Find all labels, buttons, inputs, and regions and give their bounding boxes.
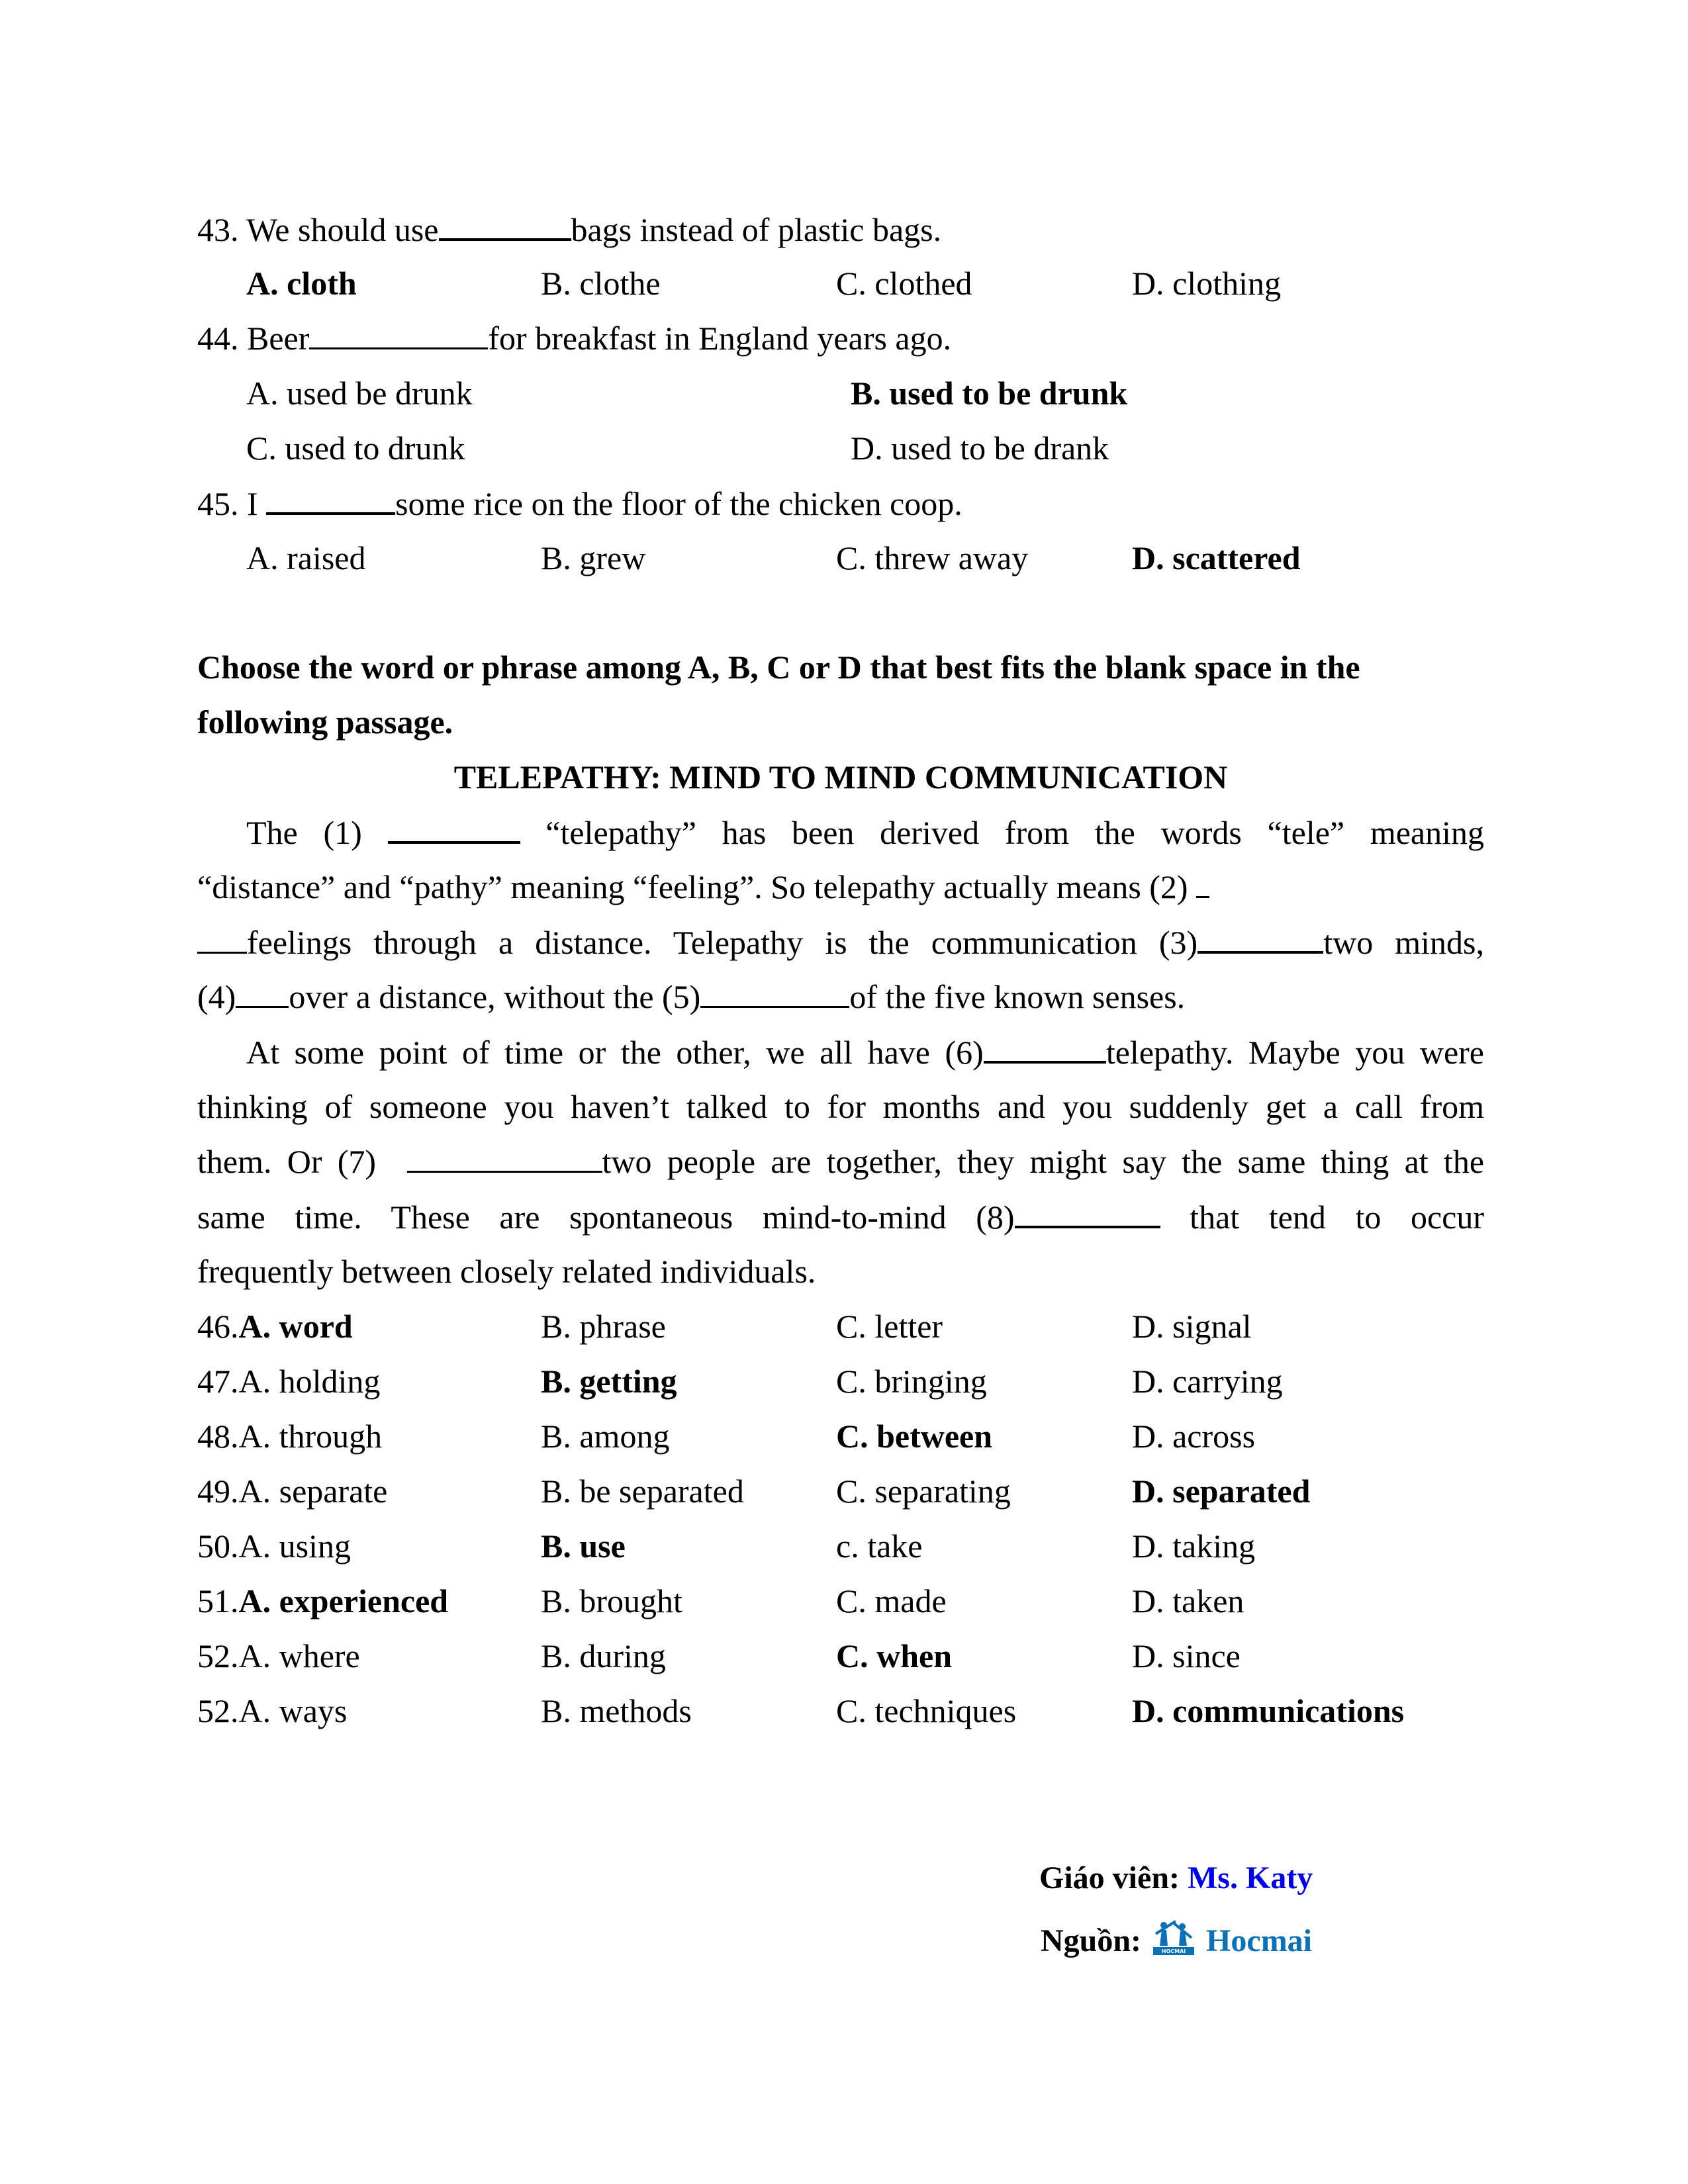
answer-row-53-d: D. communications (1132, 1692, 1405, 1729)
source-label: Nguồn: (1041, 1923, 1142, 1958)
answer-row-50-d: D. taking (1132, 1527, 1256, 1565)
option-b: B. grew (541, 539, 646, 576)
answer-row-46-c: C. letter (836, 1308, 943, 1345)
teacher-credit (1039, 1858, 1313, 1898)
answer-row-48-c: C. between (836, 1418, 993, 1455)
question-stem: Beer (247, 320, 310, 357)
passage-p1-line-3: feelings through a distance. Telepathy is the communication (3) two minds, (197, 922, 1484, 962)
hocmai-logo-icon (1153, 1919, 1194, 1955)
question-stem: some rice on the floor of the chicken coop. (395, 485, 962, 522)
question-45 (197, 483, 962, 523)
answer-row-51-a: 51.A. experienced (197, 1582, 449, 1619)
blank-1 (388, 812, 520, 844)
answer-row-46-a: 46.A. word (197, 1308, 353, 1345)
answer-row-53-c: C. techniques (836, 1692, 1017, 1729)
option-a: A. used be drunk (246, 375, 473, 412)
source-name: Hocmai (1206, 1923, 1313, 1958)
answer-row-49-b: B. be separated (541, 1473, 744, 1510)
answer-row-52-c: C. when (836, 1637, 953, 1674)
option-b: B. clothe (541, 265, 661, 302)
blank-3 (1197, 922, 1323, 954)
question-43 (197, 209, 941, 250)
answer-row-50-b: B. use (541, 1527, 626, 1565)
passage-p2-line-3: them. Or (7) two people are together, they might say the same thing at the (197, 1143, 1485, 1180)
passage-p1-line-1: The (1) “telepathy” has been derived from the words “tele” meaning (246, 812, 1484, 852)
passage-p2-line-4: same time. These are spontaneous mind-to-mind (8) that tend to occur (197, 1197, 1484, 1237)
source-credit (1041, 1919, 1312, 1961)
answer-row-49-d: D. separated (1132, 1473, 1311, 1510)
answer-row-47-d: D. carrying (1132, 1363, 1283, 1400)
answer-row-46-b: B. phrase (541, 1308, 666, 1345)
answer-blank (309, 318, 488, 349)
option-d-correct: D. scattered (1132, 539, 1301, 576)
blank-8 (1015, 1197, 1160, 1228)
answer-row-51-c: C. made (836, 1582, 947, 1619)
option-a: A. raised (246, 539, 366, 576)
option-c: C. clothed (836, 265, 972, 302)
answer-row-47-c: C. bringing (836, 1363, 987, 1400)
answer-row-46-d: D. signal (1132, 1308, 1252, 1345)
question-number: 43. (197, 211, 239, 248)
answer-row-53-a: 52.A. ways (197, 1692, 348, 1729)
answer-row-48-a: 48.A. through (197, 1418, 383, 1455)
question-number: 45. (197, 485, 239, 522)
question-44 (197, 318, 951, 358)
instruction-line-1: Choose the word or phrase among A, B, C or D that best fits the blank space in the (197, 649, 1360, 686)
passage-title: TELEPATHY: MIND TO MIND COMMUNICATION (453, 758, 1228, 796)
option-d: D. used to be drank (851, 430, 1109, 467)
passage-p2-line-1: At some point of time or the other, we all have (6) telepathy. Maybe you were (246, 1032, 1484, 1072)
svg-text:HOCMAI: HOCMAI (1161, 1948, 1186, 1954)
teacher-label: Giáo viên: (1039, 1860, 1180, 1895)
answer-row-52-a: 52.A. where (197, 1637, 360, 1674)
answer-row-52-d: D. since (1132, 1637, 1241, 1674)
blank-7 (407, 1142, 602, 1173)
answer-row-49-c: C. separating (836, 1473, 1011, 1510)
answer-row-47-b: B. getting (541, 1363, 677, 1400)
blank-6 (984, 1032, 1106, 1064)
answer-row-50-c: c. take (836, 1527, 923, 1565)
blank-2-start (1196, 867, 1209, 898)
option-a-correct: A. cloth (246, 265, 357, 302)
blank-5 (700, 977, 849, 1008)
option-d: D. clothing (1132, 265, 1281, 302)
option-c: C. used to drunk (246, 430, 465, 467)
answer-row-51-d: D. taken (1132, 1582, 1244, 1619)
passage-p1-line-4: (4) over a distance, without the (5) of the five known senses. (197, 978, 1186, 1015)
blank-4 (236, 977, 289, 1008)
instruction-line-2: following passage. (197, 704, 453, 741)
blank-2-end (197, 923, 247, 954)
answer-row-51-b: B. brought (541, 1582, 682, 1619)
answer-row-48-d: D. across (1132, 1418, 1256, 1455)
question-number: 44. (197, 320, 239, 357)
answer-row-49-a: 49.A. separate (197, 1473, 388, 1510)
answer-blank (439, 209, 571, 241)
question-stem: I (247, 485, 258, 522)
answer-row-53-b: B. methods (541, 1692, 692, 1729)
teacher-name: Ms. Katy (1188, 1860, 1313, 1895)
answer-row-48-b: B. among (541, 1418, 670, 1455)
answer-blank (266, 483, 395, 515)
option-c: C. threw away (836, 539, 1029, 576)
passage-p2-line-2: thinking of someone you haven’t talked to for months and you suddenly get a call from (197, 1088, 1484, 1125)
option-b-correct: B. used to be drunk (851, 375, 1128, 412)
answer-row-52-b: B. during (541, 1637, 666, 1674)
passage-p1-line-2: “distance” and “pathy” meaning “feeling”. So telepathy actually means (2) (197, 867, 1209, 907)
passage-p2-line-5: frequently between closely related individuals. (197, 1253, 816, 1290)
answer-row-47-a: 47.A. holding (197, 1363, 381, 1400)
question-stem: bags instead of plastic bags. (571, 211, 942, 248)
question-stem: for breakfast in England years ago. (488, 320, 952, 357)
question-stem: We should use (246, 211, 439, 248)
answer-row-50-a: 50.A. using (197, 1527, 351, 1565)
